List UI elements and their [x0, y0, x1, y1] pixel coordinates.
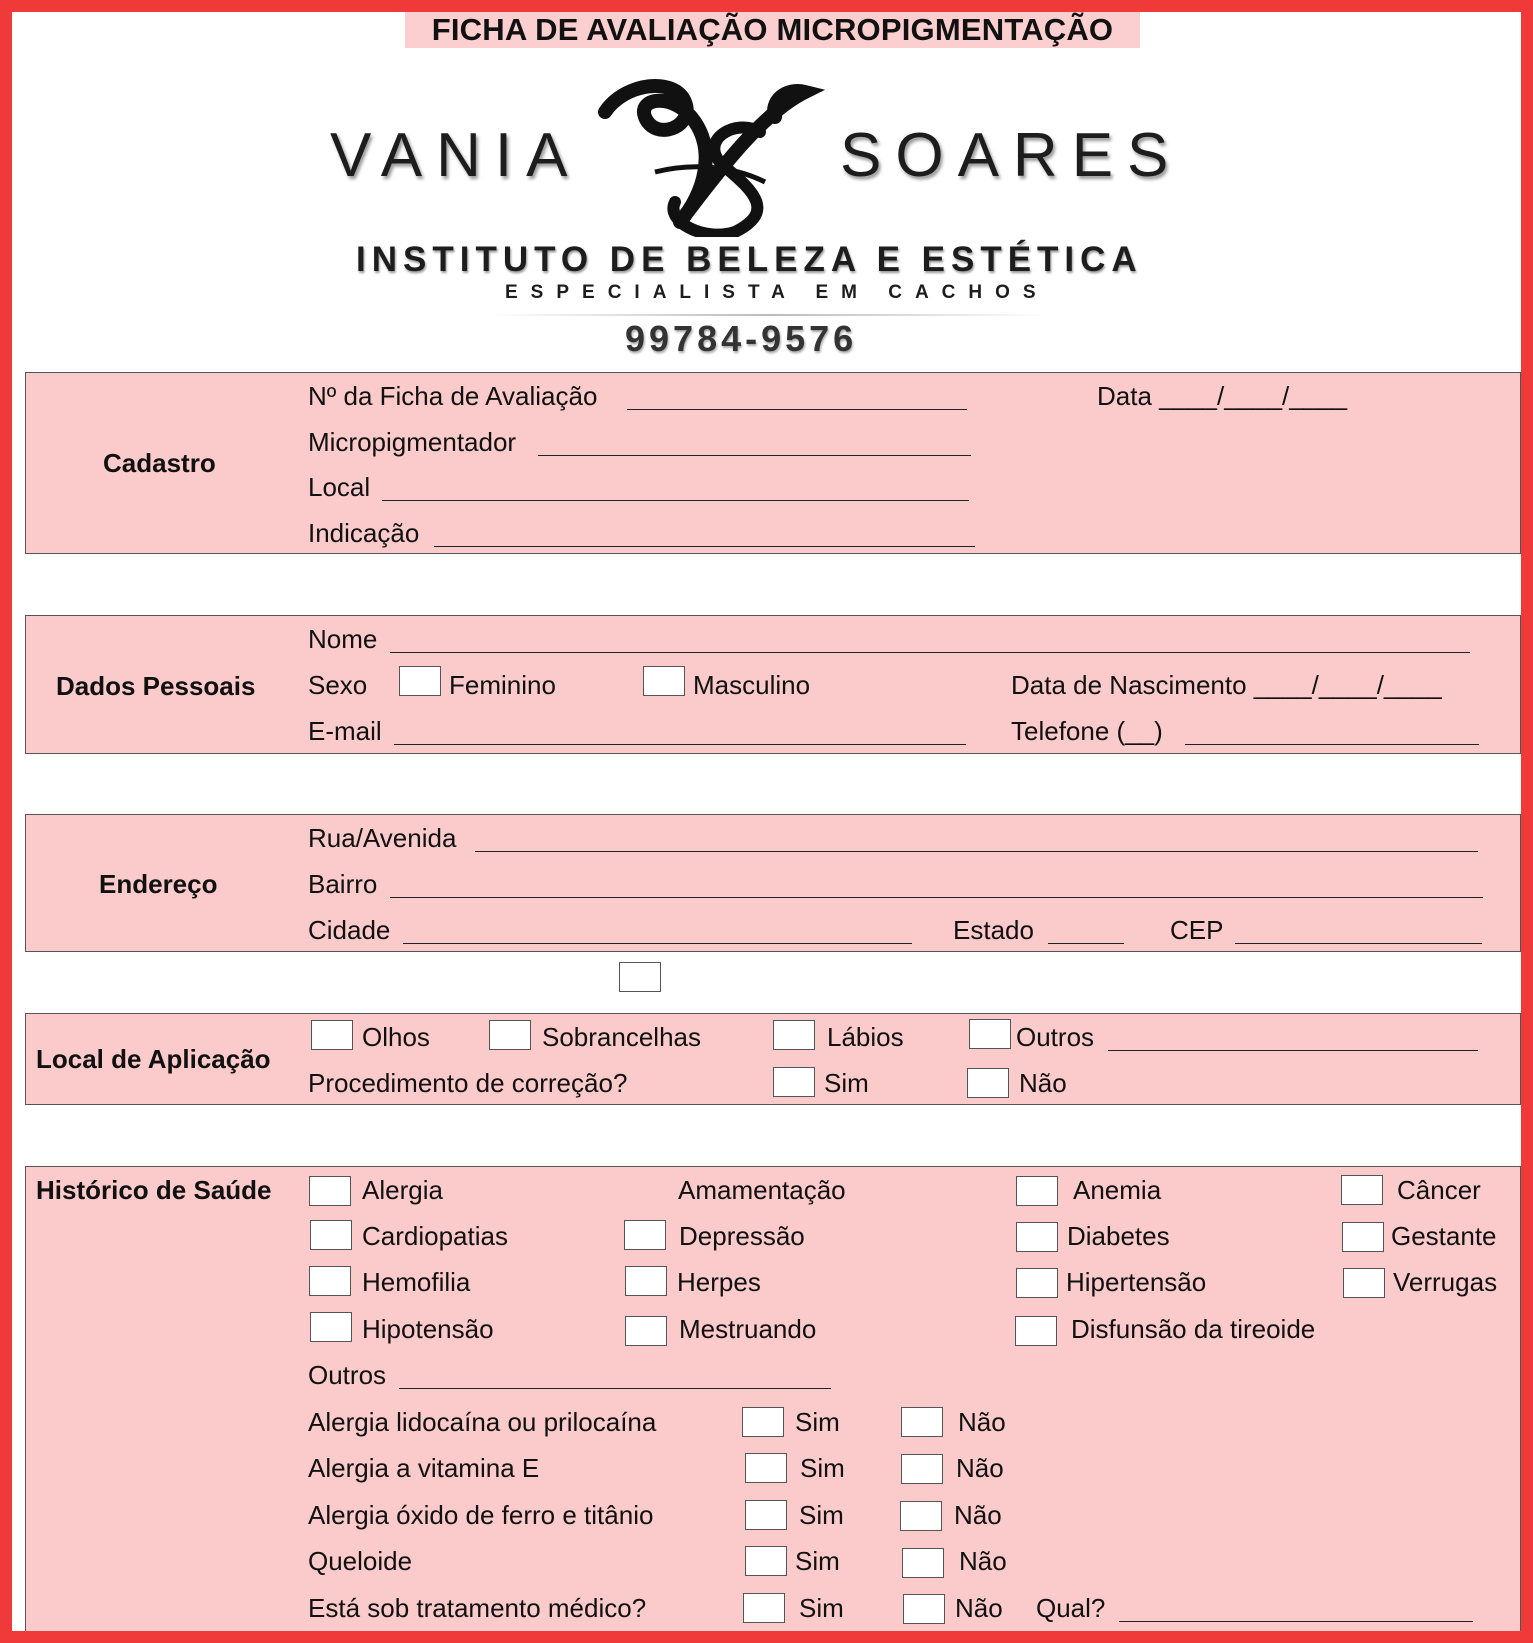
estado-field[interactable]: [1048, 943, 1124, 944]
condition-label: Câncer: [1397, 1175, 1481, 1205]
q5-nao-checkbox[interactable]: [903, 1594, 945, 1624]
condition-label: Amamentação: [678, 1175, 846, 1205]
condition-label: Herpes: [677, 1267, 761, 1297]
cancer-checkbox[interactable]: [1341, 1175, 1383, 1205]
q5-nao-label: Não: [955, 1593, 1003, 1623]
telefone-label: Telefone (__): [1011, 716, 1163, 746]
condition-label: Alergia: [362, 1175, 443, 1205]
masculino-checkbox[interactable]: [643, 666, 685, 696]
condition-label: Hipotensão: [362, 1314, 494, 1344]
alergia-checkbox[interactable]: [309, 1176, 351, 1206]
correcao-nao-checkbox[interactable]: [967, 1068, 1009, 1098]
question-label: Queloide: [308, 1546, 413, 1576]
herpes-checkbox[interactable]: [625, 1266, 667, 1296]
condition-label: Depressão: [679, 1221, 805, 1251]
nascimento-label[interactable]: Data de Nascimento ____/____/____: [1011, 670, 1442, 700]
olhos-checkbox[interactable]: [311, 1020, 353, 1050]
logo-institute: INSTITUTO DE BELEZA E ESTÉTICA: [356, 240, 1143, 279]
q3-nao-checkbox[interactable]: [900, 1501, 942, 1531]
gestante-checkbox[interactable]: [1342, 1222, 1384, 1252]
saude-outros-label: Outros: [308, 1360, 387, 1390]
condition-label: Mestruando: [679, 1314, 817, 1344]
micropigmentador-field[interactable]: [538, 455, 971, 456]
section-label: Endereço: [99, 869, 218, 899]
micropigmentador-label: Micropigmentador: [308, 427, 517, 457]
logo-divider: [490, 314, 1050, 316]
section-label: Local de Aplicação: [36, 1044, 271, 1074]
q4-nao-checkbox[interactable]: [902, 1548, 944, 1578]
ficha-label: Nº da Ficha de Avaliação: [308, 381, 598, 411]
correcao-label: Procedimento de correção?: [308, 1068, 628, 1098]
q4-sim-label: Sim: [795, 1546, 840, 1576]
qual-label: Qual?: [1036, 1593, 1106, 1623]
cep-field[interactable]: [1235, 943, 1482, 944]
local-field[interactable]: [382, 500, 969, 501]
logo-specialty: ESPECIALISTA EM CACHOS: [505, 282, 1049, 303]
verrugas-checkbox[interactable]: [1343, 1268, 1385, 1298]
condition-label: Verrugas: [1393, 1267, 1498, 1297]
logo-phone: 99784-9576: [625, 318, 858, 359]
hipotensao-checkbox[interactable]: [310, 1312, 352, 1342]
question-label: Alergia óxido de ferro e titânio: [308, 1500, 654, 1530]
section-dados-pessoais: [25, 615, 1521, 754]
masculino-label: Masculino: [693, 670, 811, 700]
vs-monogram-icon: [585, 72, 825, 237]
condition-label: Disfunsão da tireoide: [1071, 1314, 1316, 1344]
q4-nao-label: Não: [959, 1546, 1007, 1576]
feminino-checkbox[interactable]: [399, 666, 441, 696]
section-label: Dados Pessoais: [56, 671, 256, 701]
section-label: Histórico de Saúde: [36, 1175, 272, 1205]
q2-sim-checkbox[interactable]: [745, 1453, 787, 1483]
nome-field[interactable]: [390, 652, 1470, 653]
q2-nao-label: Não: [956, 1453, 1004, 1483]
olhos-label: Olhos: [362, 1022, 430, 1052]
cardiopatias-checkbox[interactable]: [310, 1220, 352, 1250]
depressao-checkbox[interactable]: [624, 1220, 666, 1250]
q2-sim-label: Sim: [800, 1453, 845, 1483]
q1-nao-label: Não: [958, 1407, 1006, 1437]
outros-label: Outros: [1016, 1022, 1095, 1052]
question-label: Alergia lidocaína ou prilocaína: [308, 1407, 657, 1437]
qual-field[interactable]: [1119, 1621, 1473, 1622]
local-label: Local: [308, 472, 371, 502]
saude-outros-field[interactable]: [399, 1388, 831, 1389]
outros-field[interactable]: [1108, 1050, 1478, 1051]
logo-left-word: VANIA: [330, 121, 582, 190]
indicacao-label: Indicação: [308, 518, 420, 548]
cidade-label: Cidade: [308, 915, 391, 945]
section-local-aplicacao: [25, 1013, 1521, 1105]
section-endereco: [25, 814, 1521, 952]
ficha-field[interactable]: [627, 409, 967, 410]
section-cadastro: [25, 372, 1521, 554]
stray-checkbox[interactable]: [619, 962, 661, 992]
sexo-label: Sexo: [308, 670, 368, 700]
bairro-label: Bairro: [308, 869, 378, 899]
rua-field[interactable]: [475, 851, 1478, 852]
telefone-field[interactable]: [1185, 744, 1479, 745]
nome-label: Nome: [308, 624, 378, 654]
email-label: E-mail: [308, 716, 382, 746]
anemia-checkbox[interactable]: [1016, 1176, 1058, 1206]
question-label: Alergia a vitamina E: [308, 1453, 540, 1483]
mestruando-checkbox[interactable]: [625, 1316, 667, 1346]
q1-sim-checkbox[interactable]: [742, 1407, 784, 1437]
sobrancelhas-checkbox[interactable]: [489, 1020, 531, 1050]
q3-nao-label: Não: [954, 1500, 1002, 1530]
email-field[interactable]: [394, 744, 966, 745]
labios-checkbox[interactable]: [773, 1020, 815, 1050]
cidade-field[interactable]: [403, 943, 912, 944]
q1-nao-checkbox[interactable]: [901, 1407, 943, 1437]
correcao-sim-checkbox[interactable]: [773, 1067, 815, 1097]
outros-checkbox[interactable]: [969, 1019, 1011, 1049]
condition-label: Gestante: [1391, 1221, 1497, 1251]
q2-nao-checkbox[interactable]: [901, 1454, 943, 1484]
q4-sim-checkbox[interactable]: [745, 1546, 787, 1576]
section-historico-saude: [25, 1166, 1521, 1643]
correcao-nao-label: Não: [1019, 1068, 1067, 1098]
estado-label: Estado: [953, 915, 1034, 945]
brand-logo: [320, 72, 1220, 362]
hemofilia-checkbox[interactable]: [309, 1266, 351, 1296]
section-label: Cadastro: [103, 448, 216, 478]
q1-sim-label: Sim: [795, 1407, 840, 1437]
q3-sim-checkbox[interactable]: [745, 1500, 787, 1530]
q3-sim-label: Sim: [799, 1500, 844, 1530]
indicacao-field[interactable]: [434, 546, 975, 547]
feminino-label: Feminino: [449, 670, 556, 700]
logo-right-word: SOARES: [840, 121, 1183, 190]
form-title: FICHA DE AVALIAÇÃO MICROPIGMENTAÇÃO: [405, 12, 1140, 48]
correcao-sim-label: Sim: [824, 1068, 869, 1098]
cep-label: CEP: [1170, 915, 1224, 945]
tireoide-checkbox[interactable]: [1015, 1316, 1057, 1346]
condition-label: Anemia: [1073, 1175, 1162, 1205]
condition-label: Diabetes: [1067, 1221, 1170, 1251]
q5-sim-checkbox[interactable]: [743, 1593, 785, 1623]
hipertensao-checkbox[interactable]: [1016, 1268, 1058, 1298]
data-label[interactable]: Data ____/____/____: [1097, 381, 1348, 411]
condition-label: Hemofilia: [362, 1267, 471, 1297]
sobrancelhas-label: Sobrancelhas: [542, 1022, 701, 1052]
condition-label: Cardiopatias: [362, 1221, 508, 1251]
question-label: Está sob tratamento médico?: [308, 1593, 647, 1623]
labios-label: Lábios: [827, 1022, 904, 1052]
rua-label: Rua/Avenida: [308, 823, 457, 853]
diabetes-checkbox[interactable]: [1016, 1222, 1058, 1252]
q5-sim-label: Sim: [799, 1593, 844, 1623]
bairro-field[interactable]: [390, 897, 1483, 898]
condition-label: Hipertensão: [1066, 1267, 1207, 1297]
